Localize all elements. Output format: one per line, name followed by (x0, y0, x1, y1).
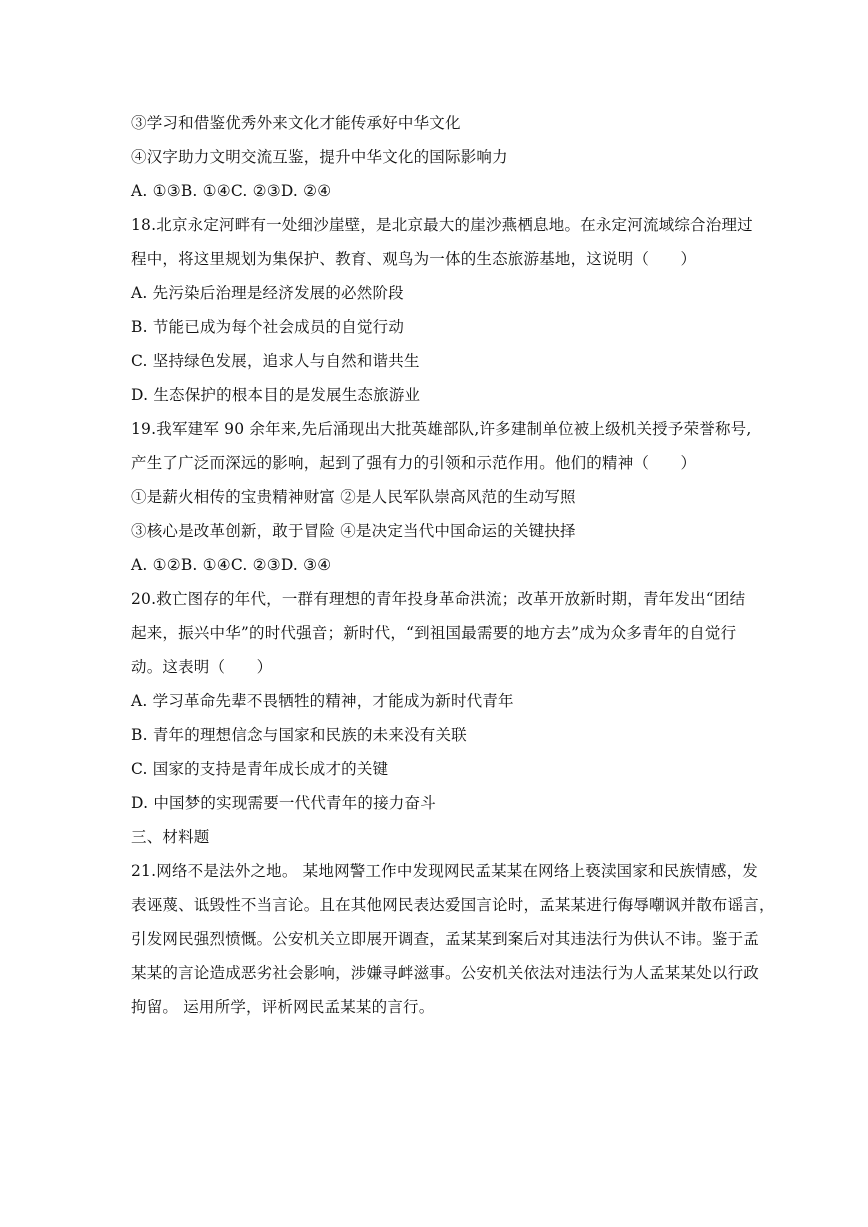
choice-d: D. 生态保护的根本目的是发展生态旅游业 (131, 386, 421, 404)
answer-choices: A. ①②B. ①④C. ②③D. ③④ (131, 556, 332, 574)
choice-c: C. 坚持绿色发展，追求人与自然和谐共生 (131, 352, 420, 370)
choice-b: B. 节能已成为每个社会成员的自觉行动 (131, 318, 405, 336)
choice-a: A. 先污染后治理是经济发展的必然阶段 (131, 284, 404, 302)
question-19-text: 19.我军建军 90 余年来,先后涌现出大批英雄部队,许多建制单位被上级机关授予荣誉称号, (131, 420, 752, 438)
option-line: ①是薪火相传的宝贵精神财富 ②是人民军队崇高风范的生动写照 (131, 488, 576, 506)
question-20-text: 动。这表明（ ） (131, 658, 273, 676)
question-21-text: 拘留。 运用所学，评析网民孟某某的言行。 (131, 998, 435, 1016)
question-21-text: 表诬蔑、诋毁性不当言论。且在其他网民表达爱国言论时，孟某某进行侮辱嘲讽并散布谣言， (131, 896, 775, 914)
choice-d: D. 中国梦的实现需要一代代青年的接力奋斗 (131, 794, 436, 812)
question-19-text: 产生了广泛而深远的影响，起到了强有力的引领和示范作用。他们的精神（ ） (131, 454, 697, 472)
choice-b: B. 青年的理想信念与国家和民族的未来没有关联 (131, 726, 467, 744)
question-21-text: 某某的言论造成恶劣社会影响，涉嫌寻衅滋事。公安机关依法对违法行为人孟某某处以行政 (131, 964, 760, 982)
option-line: ③学习和借鉴优秀外来文化才能传承好中华文化 (131, 114, 461, 132)
question-20-text: 起来，振兴中华”的时代强音；新时代，“到祖国最需要的地方去”成为众多青年的自觉行 (131, 624, 737, 642)
question-21-text: 21.网络不是法外之地。 某地网警工作中发现网民孟某某在网络上亵渎国家和民族情感，发 (131, 862, 758, 880)
option-line: ④汉字助力文明交流互鉴，提升中华文化的国际影响力 (131, 148, 508, 166)
question-20-text: 20.救亡图存的年代，一群有理想的青年投身革命洪流；改革开放新时期，青年发出“团结 (131, 590, 746, 608)
choice-a: A. 学习革命先辈不畏牺牲的精神，才能成为新时代青年 (131, 692, 514, 710)
section-heading: 三、材料题 (131, 828, 210, 846)
answer-choices: A. ①③B. ①④C. ②③D. ②④ (131, 182, 332, 200)
question-18-text: 程中，将这里规划为集保护、教育、观鸟为一体的生态旅游基地，这说明（ ） (131, 250, 697, 268)
option-line: ③核心是改革创新，敢于冒险 ④是决定当代中国命运的关键抉择 (131, 522, 576, 540)
choice-c: C. 国家的支持是青年成长成才的关键 (131, 760, 389, 778)
question-18-text: 18.北京永定河畔有一处细沙崖壁，是北京最大的崖沙燕栖息地。在永定河流域综合治理过 (131, 216, 753, 234)
question-21-text: 引发网民强烈愤慨。公安机关立即展开调查，孟某某到案后对其违法行为供认不讳。鉴于孟 (131, 930, 760, 948)
